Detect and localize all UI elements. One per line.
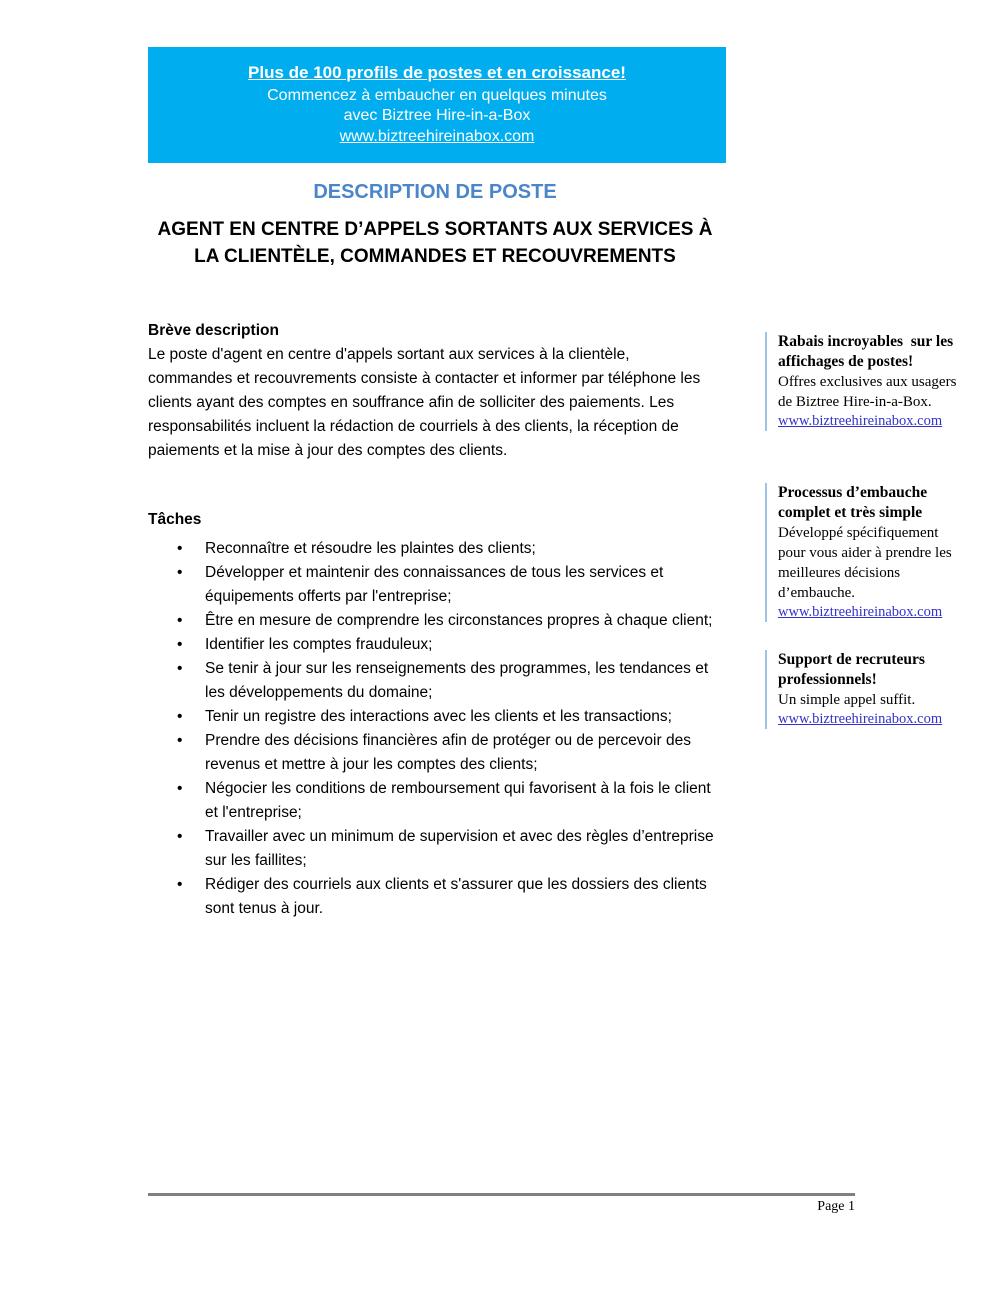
banner-tagline-2: avec Biztree Hire-in-a-Box (343, 107, 531, 124)
promo-box-link[interactable]: www.biztreehireinabox.com (778, 413, 943, 429)
promo-box-heading: Support de recruteurs professionnels! (778, 651, 929, 688)
task-item: • Travailler avec un minimum de supervision et avec des règles d’entreprise sur les faillites; (148, 825, 714, 873)
promo-box-heading: Rabais incroyables sur les affichages de postes! (778, 333, 957, 370)
task-item: • Tenir un registre des interactions avec les clients et les transactions; (148, 705, 714, 729)
task-item: • Rédiger des courriels aux clients et s'assurer que les dossiers des clients sont tenus à jour. (148, 873, 714, 921)
job-title: AGENT EN CENTRE D’APPELS SORTANTS AUX SERVICES À LA CLIENTÈLE, COMMANDES ET RECOUVREMENTS (157, 219, 713, 267)
promo-box-heading: Processus d’embauche complet et très simple (778, 484, 931, 521)
task-item: • Développer et maintenir des connaissances de tous les services et équipements offerts par l'entreprise; (148, 561, 714, 609)
task-item: • Être en mesure de comprendre les circonstances propres à chaque client; (148, 609, 714, 633)
promo-banner (148, 47, 726, 163)
banner-link[interactable]: www.biztreehireinabox.com (339, 128, 535, 145)
doc-type-title: DESCRIPTION DE POSTE (313, 181, 557, 203)
task-item: • Se tenir à jour sur les renseignements des programmes, les tendances et les développements du domaine; (148, 657, 714, 705)
promo-box-discounts (765, 332, 959, 431)
promo-box-link[interactable]: www.biztreehireinabox.com (778, 604, 943, 620)
main-content (148, 172, 722, 921)
promo-box-hiring-process (765, 483, 959, 622)
promo-box-link[interactable]: www.biztreehireinabox.com (778, 711, 943, 727)
brief-description-heading: Brève description (148, 322, 279, 339)
promo-box-text: Offres exclusives aux usagers de Biztree Hire-in-a-Box. (778, 374, 957, 410)
task-item: • Négocier les conditions de remboursement qui favorisent à la fois le client et l'entreprise; (148, 777, 714, 825)
promo-box-text: Un simple appel suffit. (778, 692, 916, 708)
tasks-list (148, 537, 714, 921)
tasks-heading: Tâches (148, 511, 202, 528)
task-item: • Prendre des décisions financières afin de protéger ou de percevoir des revenus et mettre à jour les comptes des clients; (148, 729, 714, 777)
task-item: • Reconnaître et résoudre les plaintes des clients; (148, 537, 714, 561)
promo-box-text: Développé spécifiquement pour vous aider à prendre les meilleures décisions d’embauche. (778, 525, 952, 601)
promo-box-recruiter-support (765, 650, 959, 729)
banner-tagline-1: Commencez à embaucher en quelques minutes (267, 87, 607, 104)
footer-rule (148, 1193, 855, 1196)
brief-description-text: Le poste d'agent en centre d'appels sortant aux services à la clientèle, commandes et recouvrements consiste à contacter et informer par téléphone les clients ayant des comptes en souffrance afin de solliciter des paiements. Les responsabilités incluent la rédaction de courriels à des clients, la réception de paiements et la mise à jour des comptes des clients. (148, 346, 701, 459)
banner-headline: Plus de 100 profils de postes et en croissance! (248, 63, 626, 82)
task-item: • Identifier les comptes frauduleux; (148, 633, 714, 657)
page-number: Page 1 (817, 1199, 855, 1214)
